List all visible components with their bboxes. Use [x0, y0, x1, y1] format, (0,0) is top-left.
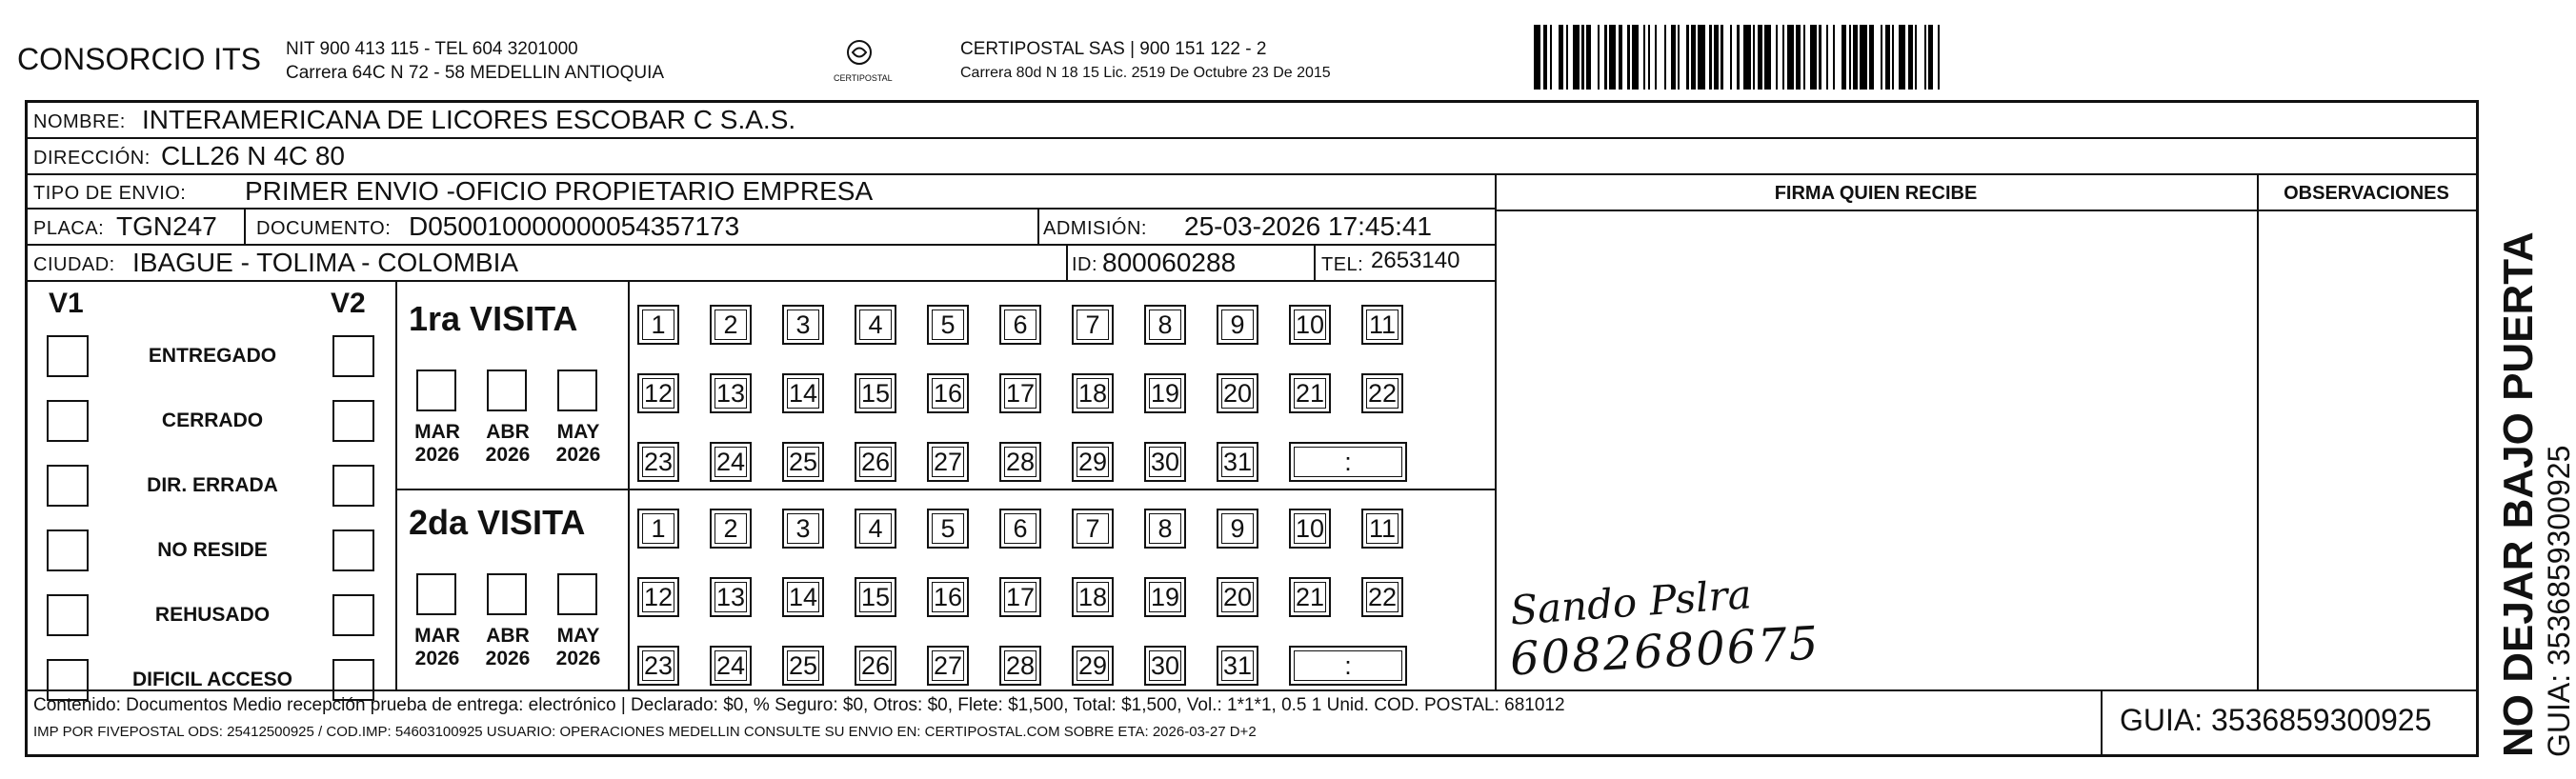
day-box[interactable]: 8 [1144, 509, 1186, 549]
carrier-name: CERTIPOSTAL SAS | 900 151 122 - 2 [960, 39, 1267, 59]
side-title: NO DEJAR BAJO PUERTA [2495, 231, 2542, 757]
day-box[interactable]: 17 [999, 577, 1041, 617]
status-checkbox-v2[interactable] [332, 594, 374, 636]
status-label: ENTREGADO [148, 345, 277, 367]
day-box[interactable]: 26 [855, 646, 896, 686]
day-box[interactable]: 10 [1289, 305, 1331, 345]
month-label: ABR 2026 [485, 421, 531, 466]
side-guia: GUIA: 3536859300925 [2542, 445, 2576, 757]
month-label: MAR 2026 [414, 421, 460, 466]
day-box[interactable]: 16 [927, 577, 969, 617]
company-address: Carrera 64C N 72 - 58 MEDELLIN ANTIOQUIA [286, 63, 665, 83]
status-checkbox-v2[interactable] [332, 659, 374, 701]
divider [2257, 175, 2259, 689]
second-visit-title: 2da VISITA [409, 503, 586, 542]
barcode [1534, 25, 2096, 90]
row-direccion [28, 139, 2476, 175]
barcode-bar [1835, 25, 1841, 90]
day-box[interactable]: 30 [1144, 442, 1186, 482]
barcode-bar [1609, 25, 1616, 90]
month-checkbox[interactable] [487, 573, 527, 615]
side-text [2496, 231, 2576, 757]
row-nombre [28, 103, 2476, 139]
day-box[interactable]: 20 [1217, 577, 1258, 617]
status-checkbox-v1[interactable] [47, 465, 89, 507]
month-label: MAY 2026 [555, 625, 601, 669]
divider [395, 282, 397, 689]
contenido-text: Contenido: Documentos Medio recepción prueba de entrega: electrónico | Declarado: $0, % Seguro: $0, Otros: $0, Flete: $1,500, Total: $1,500, Vol.: 1*1*1, 0.5 1 Unid. COD. POSTAL: 681012 [33, 695, 1565, 715]
company-name: CONSORCIO ITS [17, 42, 262, 76]
barcode-bar [1743, 25, 1750, 90]
divider [2101, 689, 2103, 754]
day-box[interactable]: 29 [1072, 442, 1114, 482]
day-box[interactable]: 1 [637, 509, 679, 549]
placa-label: PLACA: [33, 218, 105, 239]
status-label: REHUSADO [154, 604, 271, 626]
barcode-bar [1573, 25, 1580, 90]
day-box[interactable]: 21 [1289, 577, 1331, 617]
barcode-bar [1657, 25, 1663, 90]
divider [1037, 210, 1039, 246]
day-box[interactable]: 4 [855, 305, 896, 345]
day-box[interactable]: 8 [1144, 305, 1186, 345]
day-box[interactable]: 31 [1217, 646, 1258, 686]
ciudad-label: CIUDAD: [33, 254, 115, 275]
imp-text: IMP POR FIVEPOSTAL ODS: 25412500925 / COD.IMP: 54603100925 USUARIO: OPERACIONES MEDELLIN CONSULTE SU ENVIO EN: CERTIPOSTAL.COM SOBRE ETA: 2026-03-27 D+2 [33, 724, 1257, 740]
divider [28, 689, 2476, 691]
day-box[interactable]: 6 [999, 305, 1041, 345]
day-box[interactable]: 29 [1072, 646, 1114, 686]
v1-label: V1 [49, 288, 84, 319]
nombre-label: NOMBRE: [33, 111, 126, 132]
barcode-bar [1632, 25, 1639, 90]
observaciones-header: OBSERVACIONES [2284, 183, 2449, 204]
documento-value: D050010000000054357173 [409, 211, 740, 241]
status-label: CERRADO [161, 409, 264, 431]
day-box[interactable]: 25 [782, 442, 824, 482]
first-visit-title: 1ra VISITA [409, 299, 578, 338]
status-label: NO RESIDE [157, 539, 268, 561]
barcode-bar [1874, 25, 1881, 90]
barcode-bar [1764, 25, 1771, 90]
footer-guia: GUIA: 3536859300925 [2120, 703, 2432, 737]
status-checkbox-v1[interactable] [47, 529, 89, 571]
time-box[interactable]: : [1289, 646, 1407, 686]
direccion-label: DIRECCIÓN: [33, 148, 151, 169]
barcode-bar [1698, 25, 1704, 90]
day-box[interactable]: 28 [999, 442, 1041, 482]
day-box[interactable]: 14 [782, 373, 824, 413]
day-box[interactable]: 13 [710, 373, 752, 413]
carrier-address: Carrera 80d N 18 15 Lic. 2519 De Octubre 23 De 2015 [960, 65, 1331, 81]
day-box[interactable]: 19 [1144, 577, 1186, 617]
day-box[interactable]: 7 [1072, 305, 1114, 345]
day-box[interactable]: 4 [855, 509, 896, 549]
month-checkbox[interactable] [416, 573, 456, 615]
status-checkbox-v1[interactable] [47, 594, 89, 636]
day-box[interactable]: 24 [710, 442, 752, 482]
divider [1495, 175, 1497, 689]
barcode-bar [1860, 25, 1866, 90]
day-box[interactable]: 1 [637, 305, 679, 345]
day-box[interactable]: 31 [1217, 442, 1258, 482]
documento-label: DOCUMENTO: [256, 218, 392, 239]
admision-label: ADMISIÓN: [1043, 218, 1147, 239]
month-checkbox[interactable] [557, 370, 597, 411]
barcode-bar [1723, 25, 1730, 90]
status-checkbox-v1[interactable] [47, 400, 89, 442]
signature-phone: 6082680675 [1508, 616, 1821, 687]
day-box[interactable]: 27 [927, 442, 969, 482]
day-box[interactable]: 27 [927, 646, 969, 686]
day-box[interactable]: 16 [927, 373, 969, 413]
month-checkbox[interactable] [487, 370, 527, 411]
certipostal-logo-icon [838, 38, 880, 72]
day-box[interactable]: 11 [1361, 305, 1403, 345]
row-tipo [28, 175, 1495, 210]
barcode-bar [1810, 25, 1817, 90]
day-box[interactable]: 12 [637, 577, 679, 617]
id-value: 800060288 [1102, 248, 1237, 277]
ciudad-value: IBAGUE - TOLIMA - COLOMBIA [132, 248, 519, 277]
day-box[interactable]: 18 [1072, 373, 1114, 413]
day-box[interactable]: 12 [637, 373, 679, 413]
tipo-label: TIPO DE ENVIO: [33, 183, 187, 204]
status-checkbox-v2[interactable] [332, 465, 374, 507]
day-box[interactable]: 25 [782, 646, 824, 686]
day-box[interactable]: 6 [999, 509, 1041, 549]
status-label: DIR. ERRADA [147, 474, 278, 496]
divider [1314, 246, 1316, 282]
day-box[interactable]: 3 [782, 305, 824, 345]
barcode-bar [1787, 25, 1794, 90]
divider [1066, 246, 1068, 282]
day-box[interactable]: 3 [782, 509, 824, 549]
day-box[interactable]: 30 [1144, 646, 1186, 686]
day-box[interactable]: 11 [1361, 509, 1403, 549]
day-box[interactable]: 7 [1072, 509, 1114, 549]
day-box[interactable]: 14 [782, 577, 824, 617]
day-box[interactable]: 15 [855, 373, 896, 413]
day-box[interactable]: 13 [710, 577, 752, 617]
barcode-bar [1899, 25, 1905, 90]
barcode-bar [1534, 25, 1540, 90]
id-label: ID: [1072, 254, 1098, 275]
time-box[interactable]: : [1289, 442, 1407, 482]
day-box[interactable]: 22 [1361, 373, 1403, 413]
day-box[interactable]: 21 [1289, 373, 1331, 413]
day-box[interactable]: 9 [1217, 305, 1258, 345]
day-box[interactable]: 17 [999, 373, 1041, 413]
barcode-bar [1940, 25, 1946, 90]
month-checkbox[interactable] [557, 573, 597, 615]
barcode-bar [1591, 25, 1598, 90]
day-box[interactable]: 2 [710, 305, 752, 345]
tipo-value: PRIMER ENVIO -OFICIO PROPIETARIO EMPRESA [245, 176, 874, 206]
barcode-bar [1552, 25, 1559, 90]
status-label: DIFICIL ACCESO [131, 669, 292, 690]
day-box[interactable]: 5 [927, 509, 969, 549]
row-placa [28, 210, 1495, 246]
direccion-value: CLL26 N 4C 80 [161, 141, 346, 170]
status-checkbox-v2[interactable] [332, 400, 374, 442]
company-nit: NIT 900 413 115 - TEL 604 3201000 [286, 39, 578, 59]
signature-name: Sando Pslra [1508, 570, 1754, 634]
placa-value: TGN247 [116, 211, 217, 241]
day-box[interactable]: 24 [710, 646, 752, 686]
status-checkbox-v2[interactable] [332, 529, 374, 571]
v2-label: V2 [331, 288, 366, 319]
status-checkbox-v2[interactable] [332, 335, 374, 377]
month-label: MAY 2026 [555, 421, 601, 466]
day-box[interactable]: 28 [999, 646, 1041, 686]
firma-header: FIRMA QUIEN RECIBE [1774, 183, 1978, 204]
day-box[interactable]: 23 [637, 646, 679, 686]
divider [395, 489, 1495, 490]
tel-value: 2653140 [1371, 248, 1460, 273]
day-box[interactable]: 26 [855, 442, 896, 482]
nombre-value: INTERAMERICANA DE LICORES ESCOBAR C S.A.S. [142, 105, 796, 134]
logo-caption: CERTIPOSTAL [834, 73, 893, 83]
day-box[interactable]: 10 [1289, 509, 1331, 549]
barcode-bar [1917, 25, 1923, 90]
day-box[interactable]: 22 [1361, 577, 1403, 617]
day-box[interactable]: 19 [1144, 373, 1186, 413]
month-checkbox[interactable] [416, 370, 456, 411]
barcode-bar [1680, 25, 1686, 90]
divider [244, 210, 246, 246]
day-box[interactable]: 20 [1217, 373, 1258, 413]
status-checkbox-v1[interactable] [47, 335, 89, 377]
day-box[interactable]: 23 [637, 442, 679, 482]
day-box[interactable]: 5 [927, 305, 969, 345]
divider [628, 282, 630, 689]
day-box[interactable]: 2 [710, 509, 752, 549]
day-box[interactable]: 18 [1072, 577, 1114, 617]
admision-value: 25-03-2026 17:45:41 [1184, 211, 1432, 241]
divider [1495, 210, 2476, 211]
status-checkbox-v1[interactable] [47, 659, 89, 701]
delivery-form [25, 100, 2479, 757]
row-ciudad [28, 246, 1495, 282]
day-box[interactable]: 15 [855, 577, 896, 617]
month-label: ABR 2026 [485, 625, 531, 669]
day-box[interactable]: 9 [1217, 509, 1258, 549]
tel-label: TEL: [1321, 254, 1364, 275]
month-label: MAR 2026 [414, 625, 460, 669]
